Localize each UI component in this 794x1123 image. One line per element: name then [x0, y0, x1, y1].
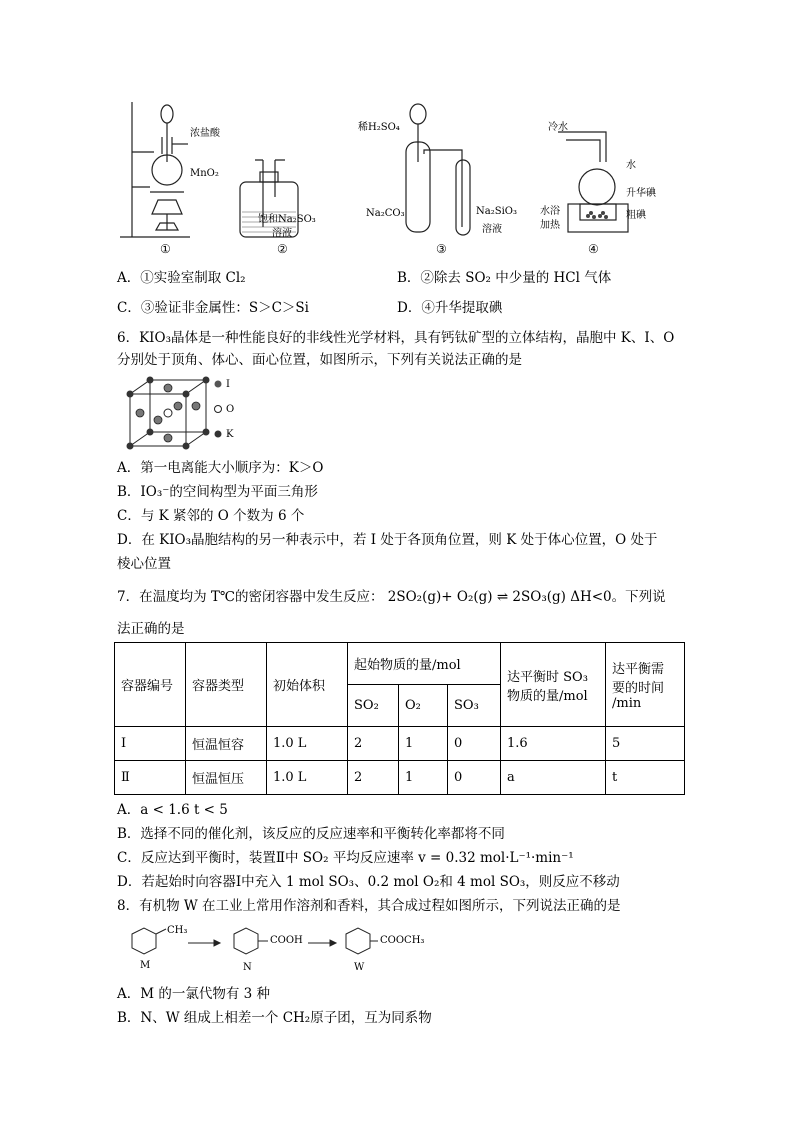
cell-type: 恒温恒容: [186, 727, 267, 761]
q5-option-a: A．①实验室制取 Cl₂: [117, 270, 246, 286]
q6-option-c: C．与 K 紧邻的 O 个数为 6 个: [117, 508, 305, 524]
legend-i: I: [226, 379, 230, 390]
fig1-caption: ①: [160, 242, 171, 256]
h-eq-line2: 物质的量/mol: [507, 688, 588, 704]
cell-so3: 0: [448, 727, 501, 761]
h-vessel: 容器编号: [115, 643, 186, 727]
table-row: [115, 727, 685, 761]
q5-option-b: B．②除去 SO₂ 中少量的 HCl 气体: [397, 270, 612, 286]
q6-stem-line2: 分别处于顶角、体心、面心位置，如图所示，下列有关说法正确的是: [117, 352, 522, 368]
n-group: COOH: [270, 935, 303, 946]
fig1-reagent-top: 浓盐酸: [190, 128, 220, 139]
fig4-bath-line1: 水浴: [540, 206, 560, 217]
cell-eq: a: [501, 761, 606, 795]
q6-stem-line1: 6．KIO₃晶体是一种性能良好的非线性光学材料，具有钙钛矿型的立体结构，晶胞中 K、I、O: [117, 330, 675, 346]
q5-option-c: C．③验证非金属性：S＞C＞Si: [117, 300, 309, 316]
fig3-right-tube-line2: 溶液: [482, 224, 502, 235]
q8-stem: 8．有机物 W 在工业上常用作溶剂和香料，其合成过程如图所示，下列说法正确的是: [117, 898, 621, 914]
h-o2: O₂: [399, 685, 448, 727]
table-row: [115, 761, 685, 795]
cell-o2: 1: [399, 727, 448, 761]
h-time-line1: 达平衡需: [612, 662, 665, 677]
h-volume: 初始体积: [267, 643, 348, 727]
fig4-water: 水: [626, 160, 636, 171]
h-so2: SO₂: [348, 685, 399, 727]
fig4-sublimed: 升华碘: [626, 188, 656, 199]
q8-option-a: A．M 的一氯代物有 3 种: [117, 986, 271, 1002]
q6-option-a: A．第一电离能大小顺序为：K＞O: [117, 460, 324, 476]
fig2-label-line1: 饱和Na₂SO₃: [258, 214, 316, 225]
h-eq-line1: 达平衡时 SO₃: [507, 669, 588, 685]
fig4-cold-water: 冷水: [548, 122, 568, 133]
w-label: W: [354, 962, 365, 973]
cell-eq: 1.6: [501, 727, 606, 761]
q5-option-d: D．④升华提取碘: [397, 300, 503, 316]
h-so3: SO₃: [448, 685, 501, 727]
q7-stem-line2: 法正确的是: [117, 621, 185, 637]
cell-type: 恒温恒压: [186, 761, 267, 795]
cell-vol: 1.0 L: [267, 727, 348, 761]
fig4-crude: 粗碘: [626, 210, 646, 221]
fig2-caption: ②: [277, 242, 288, 256]
h-time-line3: /min: [612, 696, 642, 711]
m-label: M: [140, 960, 151, 971]
q7-option-d: D．若起始时向容器Ⅰ中充入 1 mol SO₃、0.2 mol O₂和 4 mol SO₃，则反应不移动: [117, 874, 620, 890]
cell-so2: 2: [348, 727, 399, 761]
fig3-acid: 稀H₂SO₄: [358, 122, 400, 133]
n-label: N: [243, 962, 252, 973]
q7-table: [114, 642, 685, 795]
h-time: [606, 643, 685, 727]
q7-stem-line1: 7．在温度均为 T℃的密闭容器中发生反应： 2SO₂(g)+ O₂(g) ⇌ 2SO₃(g) ΔH<0。下列说: [117, 589, 666, 605]
q7-option-b: B．选择不同的催化剂，该反应的反应速率和平衡转化率都将不同: [117, 826, 505, 842]
fig3-caption: ③: [436, 242, 447, 256]
legend-o: O: [226, 404, 235, 415]
q6-option-d: D．在 KIO₃晶胞结构的另一种表示中，若 I 处于各顶角位置，则 K 处于体心位置，O 处于: [117, 532, 658, 548]
q6-option-d-cont: 棱心位置: [117, 556, 171, 572]
cell-id: Ⅱ: [115, 761, 186, 795]
h-type: 容器类型: [186, 643, 267, 727]
cell-o2: 1: [399, 761, 448, 795]
fig1-reagent-flask: MnO₂: [190, 168, 219, 179]
h-initial: 起始物质的量/mol: [348, 643, 501, 685]
fig4-caption: ④: [588, 242, 599, 256]
fig2-label-line2: 溶液: [272, 228, 292, 239]
cell-vol: 1.0 L: [267, 761, 348, 795]
h-time-line2: 要的时间: [612, 681, 665, 696]
cell-time: 5: [606, 727, 685, 761]
q7-option-c: C．反应达到平衡时，装置Ⅱ中 SO₂ 平均反应速率 v = 0.32 mol·L⁻¹·min⁻¹: [117, 850, 574, 866]
cell-so3: 0: [448, 761, 501, 795]
fig3-left-tube: Na₂CO₃: [366, 208, 405, 219]
q7-option-a: A．a < 1.6 t < 5: [117, 802, 228, 818]
h-eq: [501, 643, 606, 727]
q6-option-b: B．IO₃⁻的空间构型为平面三角形: [117, 484, 318, 500]
q8-option-b: B．N、W 组成上相差一个 CH₂原子团，互为同系物: [117, 1010, 432, 1026]
legend-k: K: [226, 429, 234, 440]
cell-id: Ⅰ: [115, 727, 186, 761]
cell-time: t: [606, 761, 685, 795]
fig4-bath-line2: 加热: [540, 220, 560, 231]
cell-so2: 2: [348, 761, 399, 795]
fig3-right-tube-line1: Na₂SiO₃: [476, 206, 517, 217]
m-group: CH₃: [167, 925, 188, 936]
w-group: COOCH₃: [380, 935, 425, 946]
